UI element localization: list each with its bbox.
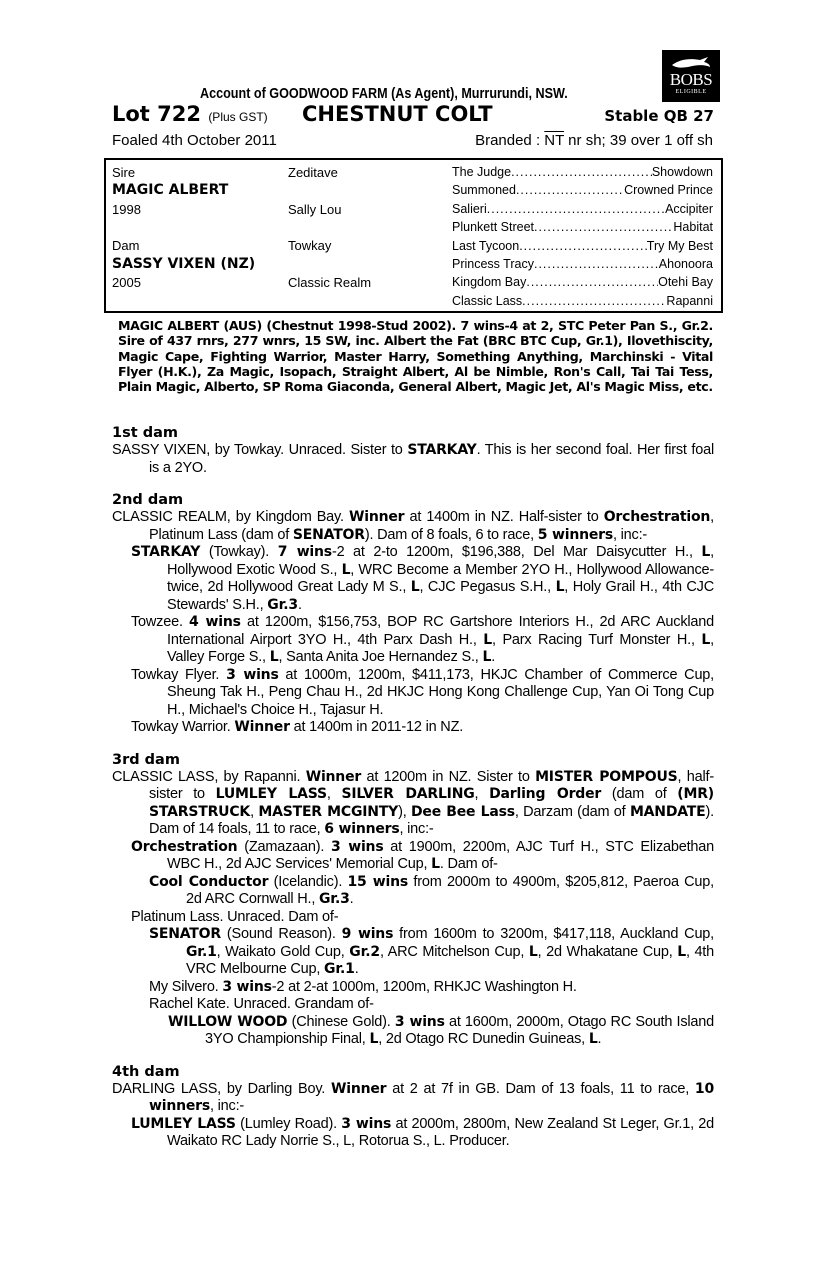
brand-mark: $\overline{NT}$ [544,132,565,149]
pedigree-table [104,158,723,313]
stable-number: Stable QB 27 [604,107,714,125]
great-grandparent-left: Princess Tracy [452,257,534,271]
dam-section [112,751,714,1049]
lot-label: Lot 722 [112,102,201,126]
great-grandparent-left: Last Tycoon [452,238,520,253]
text: , [474,786,490,802]
text: (Zamazaan). [237,838,332,855]
great-grandparent-left: Classic Lass [452,293,523,308]
text: from 2000m to 4900m, $205,812, Paeroa Cup, 2d ARC Cornwall H., [186,873,714,907]
text: at 1400m in NZ. Half-sister to [404,509,604,525]
dam-year: 2005 [112,275,141,290]
text: CLASSIC LASS, by Rapanni. [112,768,306,785]
text: ), [398,803,411,820]
bold-text: 4 wins [188,614,241,630]
great-grandparent-right: Rapanni [666,293,713,308]
text: . [597,1031,602,1047]
text: , Platinum Lass (dam of [149,509,714,543]
family-entry [112,1116,714,1151]
text: , Valley Forge S., [167,631,714,665]
bold-text: L [410,579,420,595]
family-entry [112,926,714,979]
text: (Chinese Gold). [287,1013,395,1030]
sire-name: MAGIC ALBERT [112,182,229,198]
text: (dam of [601,786,678,802]
leader-dots [519,239,647,253]
text: at 1200m in NZ. Sister to [361,768,536,785]
great-grandparent-right: Showdown [651,165,713,179]
bold-text: 9 wins [341,926,394,942]
text: -2 at 2-to 1200m, $196,388, Del Mar Daisycutter H., [331,544,702,560]
leader-dots [511,165,652,179]
family-entry [112,614,714,667]
text: , WRC Become a Member 2YO H., Hollywood Allowance-twice, 2d Hollywood Great Lady M S., [167,561,714,595]
lot-line [112,102,714,130]
dam-section [112,1063,714,1151]
text: SASSY VIXEN, by Towkay. Unraced. Sister to [112,442,408,458]
family-entry [112,1081,714,1116]
bold-text: Orchestration [131,838,238,855]
bold-text: Winner [348,509,405,525]
dam-section [112,491,714,737]
text: , [250,803,259,820]
great-grandparent-right: Accipiter [665,201,713,216]
dam-section [112,424,714,477]
section-heading: 3rd dam [112,751,180,768]
bold-text: Winner [331,1080,387,1097]
bold-text: Winner [305,768,362,785]
text: at 2 at 7f in GB. Dam of 13 foals, 11 to race, [386,1080,695,1097]
grandparent: Classic Realm [288,275,372,290]
bold-text: 15 wins [347,873,409,890]
bold-text: L [369,1031,379,1047]
text: , inc:- [210,1098,245,1114]
bold-text: WILLOW WOOD [168,1013,288,1030]
bold-text: LUMLEY LASS [131,1115,236,1132]
lot-number [112,102,268,126]
brand-suffix: nr sh; 39 over 1 off sh [564,132,713,149]
text: , Santa Anita Joe Hernandez S., [278,649,483,665]
great-grandparent-right: Try My Best [646,238,713,253]
bold-text: Dee Bee Lass [411,803,515,820]
text: , inc:- [399,821,434,837]
bold-text: L [701,544,711,560]
horse-logo-icon [670,55,712,71]
bold-text: 7 wins [277,544,332,560]
bold-text: L [555,579,565,595]
bold-text: SILVER DARLING [341,786,475,802]
text: Towzee. [131,614,189,630]
bold-text: SENATOR [149,926,221,942]
text: at 1600m, 2000m, Otago RC South Island 3YO Championship Final, [205,1013,715,1047]
bold-text: Gr.2 [349,943,380,960]
bold-text: 6 winners [324,821,400,837]
great-grandparent-row [452,165,713,179]
text: , 4th VRC Melbourne Cup, [186,943,714,977]
text: ). Dam of 14 foals, 11 to race, [149,803,714,837]
text: (Sound Reason). [220,926,342,942]
text: , Hollywood Exotic Wood S., [167,544,714,578]
bold-text: STARKAY [131,544,201,560]
text: , half-sister to [149,768,714,802]
brand-info [475,132,713,149]
text: ). Dam of 8 foals, 6 to race, [364,526,538,543]
logo-text: BOBS [669,70,713,89]
great-grandparent-row [452,202,713,216]
text: , 2d Otago RC Dunedin Guineas, [378,1031,589,1047]
bold-text: L [701,631,711,648]
great-grandparent-row [452,239,713,253]
text: from 1600m to 3200m, $417,118, Auckland Cup, [393,926,714,942]
family-entry [112,544,714,614]
great-grandparent-left: Salieri [452,201,487,216]
bold-text: Winner [234,719,290,735]
leader-dots [534,220,673,234]
text: , inc:- [612,526,648,543]
bold-text: 3 wins [394,1013,445,1030]
grandparent: Zeditave [288,165,338,180]
foaled-date: Foaled 4th October 2011 [112,132,277,149]
bold-text: 3 wins [222,978,272,995]
text: . [491,649,496,665]
text: , Parx Racing Turf Monster H., [492,631,702,648]
bold-text: L [341,561,351,578]
text: -2 at 2-at 1000m, 1200m, RHKJC Washington H. [271,978,577,995]
leader-dots [522,294,666,308]
text: at 1000m, 1200m, $411,173, HKJC Chamber of Commerce Cup, Sheung Tak H., Peng Chau H., 2d HKJC Hong Kong Challenge Cup, Yan Oi Tong Cup H., Michael's Choice H., Tajasur H. [167,666,714,718]
bold-text: Gr.3 [319,891,350,907]
great-grandparent-right: Habitat [673,220,713,235]
bold-text: Gr.1 [324,961,355,977]
leader-dots [487,202,665,216]
text: , ARC Mitchelson Cup, [379,943,529,960]
text: , [326,786,342,802]
text: at 1200m, $156,753, BOP RC Gartshore Interiors H., 2d ARC Auckland International Airport 3YO H., 4th Parx Dash H., [167,614,715,648]
text: (Towkay). [200,544,278,560]
sire-paragraph: MAGIC ALBERT (AUS) (Chestnut 1998-Stud 2002). 7 wins-4 at 2, STC Peter Pan S., Gr.2. Sire of 437 rnrs, 277 wnrs, 15 SW, inc. Albert the Fat (BRC BTC Cup, Gr.1), Ilovethiscity, Magic Cape, Fighting Warrior, Master Harry, Something Anything, Marchinski - Vital Flyer (H.K.), Za Magic, Isopach, Straight Albert, Al be Nimble, Ron's Call, Tai Tai Tess, Plain Magic, Alberto, SP Roma Giaconda, General Albert, Magic Jet, Al's Magic Miss, etc. [118,318,713,395]
grandparent: Towkay [288,238,332,253]
text: (Lumley Road). [235,1115,342,1132]
leader-dots [534,257,659,271]
text: My Silvero. [149,978,223,995]
bold-text: Darling Order [489,786,602,802]
family-entry [112,1014,714,1049]
bold-text: SENATOR [292,526,365,543]
family-entry [112,839,714,874]
grandparent: Sally Lou [288,202,342,217]
plus-gst: (Plus GST) [208,110,268,124]
text: , Waikato Gold Cup, [216,943,350,960]
great-grandparent-left: Summoned [452,183,516,198]
bold-text: (MR) STARSTRUCK [149,786,714,820]
bold-text: L [482,649,492,665]
vendor-account: Account of GOODWOOD FARM (As Agent), Murrurundi, NSW. [200,85,568,102]
text: . Dam of- [439,856,498,872]
text: Rachel Kate. Unraced. Grandam of- [149,996,374,1012]
great-grandparent-right: Otehi Bay [658,275,713,290]
family-entry [112,509,714,544]
text: , 2d Whakatane Cup, [537,943,678,960]
leader-dots [526,275,658,289]
bold-text: L [528,943,538,960]
bold-text: 5 winners [537,526,613,543]
text: . [354,961,359,977]
bold-text: LUMLEY LASS [215,786,327,802]
sire-year: 1998 [112,202,141,217]
great-grandparent-right: Crowned Prince [624,183,713,198]
bold-text: STARKAY [407,442,477,458]
bold-text: L [483,631,493,648]
text: (Icelandic). [268,873,348,890]
text: at 1400m in 2011-12 in NZ. [289,719,464,735]
bobs-eligible-logo [662,50,720,102]
text: , Darzam (dam of [514,803,630,820]
family-entry [112,667,714,720]
text: . [297,596,302,613]
family-entry [112,979,714,997]
great-grandparent-left: Kingdom Bay [452,275,527,290]
bold-text: MISTER POMPOUS [535,768,678,785]
logo-subtext: ELIGIBLE [675,89,707,95]
text: Towkay Warrior. [131,719,235,735]
leader-dots [516,183,624,197]
family-entry [112,996,714,1014]
text: DARLING LASS, by Darling Boy. [112,1080,331,1097]
family-entry [112,442,714,477]
dam-name: SASSY VIXEN (NZ) [112,256,256,272]
section-heading: 4th dam [112,1063,180,1080]
colour-sex: CHESTNUT COLT [302,102,493,126]
family-entry [112,874,714,909]
text: . [349,891,354,907]
bold-text: L [431,856,440,872]
family-entry [112,909,714,927]
great-grandparent-row [452,275,713,289]
bold-text: Cool Conductor [149,873,269,890]
bold-text: 3 wins [331,838,384,855]
text: CLASSIC REALM, by Kingdom Bay. [112,509,349,525]
bold-text: L [588,1031,598,1047]
great-grandparent-row [452,220,713,234]
text: Platinum Lass. Unraced. Dam of- [131,908,339,925]
great-grandparent-row [452,257,713,271]
bold-text: 3 wins [341,1115,392,1132]
dam-label: Dam [112,238,140,253]
section-heading: 2nd dam [112,492,184,508]
bold-text: Gr.3 [267,596,298,613]
great-grandparent-left: Plunkett Street [452,220,534,235]
text: at 1900m, 2200m, AJC Turf H., STC Elizabethan WBC H., 2d AJC Services' Memorial Cup, [167,838,715,872]
section-heading: 1st dam [112,425,178,441]
bold-text: L [269,649,279,665]
great-grandparent-row [452,183,713,197]
brand-prefix: Branded : [475,132,545,149]
bold-text: Orchestration [603,509,711,525]
text: , Holy Grail H., 4th CJC Stewards' S.H., [167,579,714,613]
text: . This is her second foal. Her first foal is a 2YO. [149,442,714,476]
sire-label: Sire [112,165,136,180]
text: , CJC Pegasus S.H., [419,579,556,595]
family-sections [112,424,714,1165]
text: Towkay Flyer. [131,666,227,683]
family-entry [112,719,714,737]
bold-text: MASTER MCGINTY [258,803,399,820]
great-grandparent-right: Ahonoora [658,257,713,271]
bold-text: L [677,943,686,960]
great-grandparent-row [452,294,713,308]
bold-text: MANDATE [629,803,706,820]
bold-text: Gr.1 [186,943,217,960]
bold-text: 3 wins [226,666,279,683]
bold-text: 10 winners [149,1080,715,1114]
great-grandparent-left: The Judge [452,165,512,179]
family-entry [112,769,714,839]
text: at 2000m, 2800m, New Zealand St Leger, Gr.1, 2d Waikato RC Lady Norrie S., L, Rotorua S., L. Producer. [167,1115,714,1149]
